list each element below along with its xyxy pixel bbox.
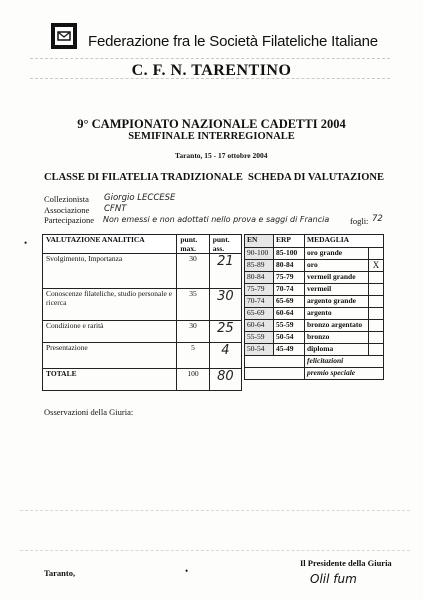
header-valutazione: VALUTAZIONE ANALITICA <box>43 235 177 254</box>
fogli-label: fogli: <box>350 216 369 226</box>
row-en: 50-54 <box>245 344 274 356</box>
row-label: TOTALE <box>43 369 177 391</box>
medaglia-header-row <box>245 235 384 248</box>
federation-name: Federazione fra le Società Filateliche Italiane <box>88 33 378 50</box>
collezionista-value: Giorgio LECCESE <box>104 193 176 203</box>
row-medal: argento grande <box>305 296 369 308</box>
associazione-value: CFNT <box>104 204 127 214</box>
row-check <box>369 296 384 308</box>
table-row <box>245 344 384 356</box>
row-erp: 80-84 <box>274 260 305 272</box>
row-medal: felicitazioni <box>305 356 384 368</box>
scan-noise <box>20 510 410 512</box>
federation-logo <box>50 22 78 50</box>
header-divider-2 <box>30 78 390 80</box>
row-check <box>369 332 384 344</box>
table-row <box>43 254 242 289</box>
row-erp: 60-64 <box>274 308 305 320</box>
row-ass: 30 <box>209 289 241 321</box>
row-erp: 45-49 <box>274 344 305 356</box>
president-signature: Olil fum <box>310 572 357 586</box>
row-medal: premio speciale <box>305 368 384 380</box>
row-check <box>369 248 384 260</box>
row-label: Svolgimento, Importanza <box>43 254 177 289</box>
row-medal: diploma <box>305 344 369 356</box>
row-en: 85-89 <box>245 260 274 272</box>
row-medal: oro <box>305 260 369 272</box>
row-erp: 55-59 <box>274 320 305 332</box>
row-en: 80-84 <box>245 272 274 284</box>
valutazione-table <box>42 234 242 391</box>
row-erp: 50-54 <box>274 332 305 344</box>
row-check <box>369 320 384 332</box>
table-row <box>245 332 384 344</box>
table-row <box>245 284 384 296</box>
row-label: Conoscenze filateliche, studio personale e ricerca <box>43 289 177 321</box>
row-erp: 85-100 <box>274 248 305 260</box>
row-medal: argento <box>305 308 369 320</box>
row-label: Condizione e rarità <box>43 321 177 343</box>
table-row <box>245 272 384 284</box>
row-medal: vermeil grande <box>305 272 369 284</box>
row-erp: 75-79 <box>274 272 305 284</box>
margin-mark: • <box>24 238 28 248</box>
observations-label: Osservazioni della Giuria: <box>44 407 134 417</box>
row-en: 90-100 <box>245 248 274 260</box>
row-check <box>369 284 384 296</box>
fogli-value: 72 <box>372 214 383 224</box>
valutazione-header-row <box>43 235 242 254</box>
row-max: 30 <box>177 254 209 289</box>
row-ass: 4 <box>209 343 241 369</box>
row-label: Presentazione <box>43 343 177 369</box>
class-label: CLASSE DI FILATELIA TRADIZIONALE <box>44 172 243 183</box>
row-ass: 21 <box>209 254 241 289</box>
table-row <box>43 321 242 343</box>
row-check: X <box>369 260 384 272</box>
row-medal: oro grande <box>305 248 369 260</box>
row-en: 55-59 <box>245 332 274 344</box>
header-en: EN <box>245 235 274 248</box>
partecipazione-value: Non emessi e non adottati nello prova e saggi di Francia <box>103 215 330 224</box>
associazione-label: Associazione <box>44 205 90 215</box>
row-medal: vermeil <box>305 284 369 296</box>
collezionista-label: Collezionista <box>44 194 89 204</box>
event-subtitle: SEMIFINALE INTERREGIONALE <box>128 131 295 142</box>
club-name: C. F. N. TARENTINO <box>131 62 292 79</box>
event-place-date: Taranto, 15 - 17 ottobre 2004 <box>175 151 268 160</box>
table-row <box>43 343 242 369</box>
row-blank <box>245 356 305 368</box>
scan-noise <box>20 550 410 552</box>
sheet-label: SCHEDA DI VALUTAZIONE <box>248 172 384 183</box>
header-erp: ERP <box>274 235 305 248</box>
row-check <box>369 344 384 356</box>
table-row <box>245 308 384 320</box>
row-en: 70-74 <box>245 296 274 308</box>
row-medal: bronzo argentato <box>305 320 369 332</box>
row-max: 30 <box>177 321 209 343</box>
table-row <box>43 289 242 321</box>
footer-place: Taranto, <box>44 568 76 578</box>
table-row <box>245 356 384 368</box>
header-ass: punt. ass. <box>209 235 241 254</box>
row-max: 35 <box>177 289 209 321</box>
header-medaglia: MEDAGLIA <box>305 235 384 248</box>
row-erp: 70-74 <box>274 284 305 296</box>
row-ass: 80 <box>209 369 241 391</box>
row-max: 5 <box>177 343 209 369</box>
row-erp: 65-69 <box>274 296 305 308</box>
table-row <box>245 260 384 272</box>
partecipazione-label: Partecipazione <box>44 215 95 225</box>
table-row <box>245 296 384 308</box>
row-ass: 25 <box>209 321 241 343</box>
row-check <box>369 272 384 284</box>
table-row <box>245 248 384 260</box>
footer-mark: • <box>185 566 189 576</box>
row-en: 65-69 <box>245 308 274 320</box>
table-row <box>245 368 384 380</box>
header-divider <box>30 58 390 60</box>
row-en: 75-79 <box>245 284 274 296</box>
row-blank <box>245 368 305 380</box>
president-label: Il Presidente della Giuria <box>300 558 392 568</box>
row-max: 100 <box>177 369 209 391</box>
event-title: 9° CAMPIONATO NAZIONALE CADETTI 2004 <box>77 117 346 131</box>
row-check <box>369 308 384 320</box>
row-medal: bronzo <box>305 332 369 344</box>
table-row <box>245 320 384 332</box>
table-row-total <box>43 369 242 391</box>
medaglia-table <box>244 234 384 380</box>
row-en: 60-64 <box>245 320 274 332</box>
header-max: punt. max. <box>177 235 209 254</box>
